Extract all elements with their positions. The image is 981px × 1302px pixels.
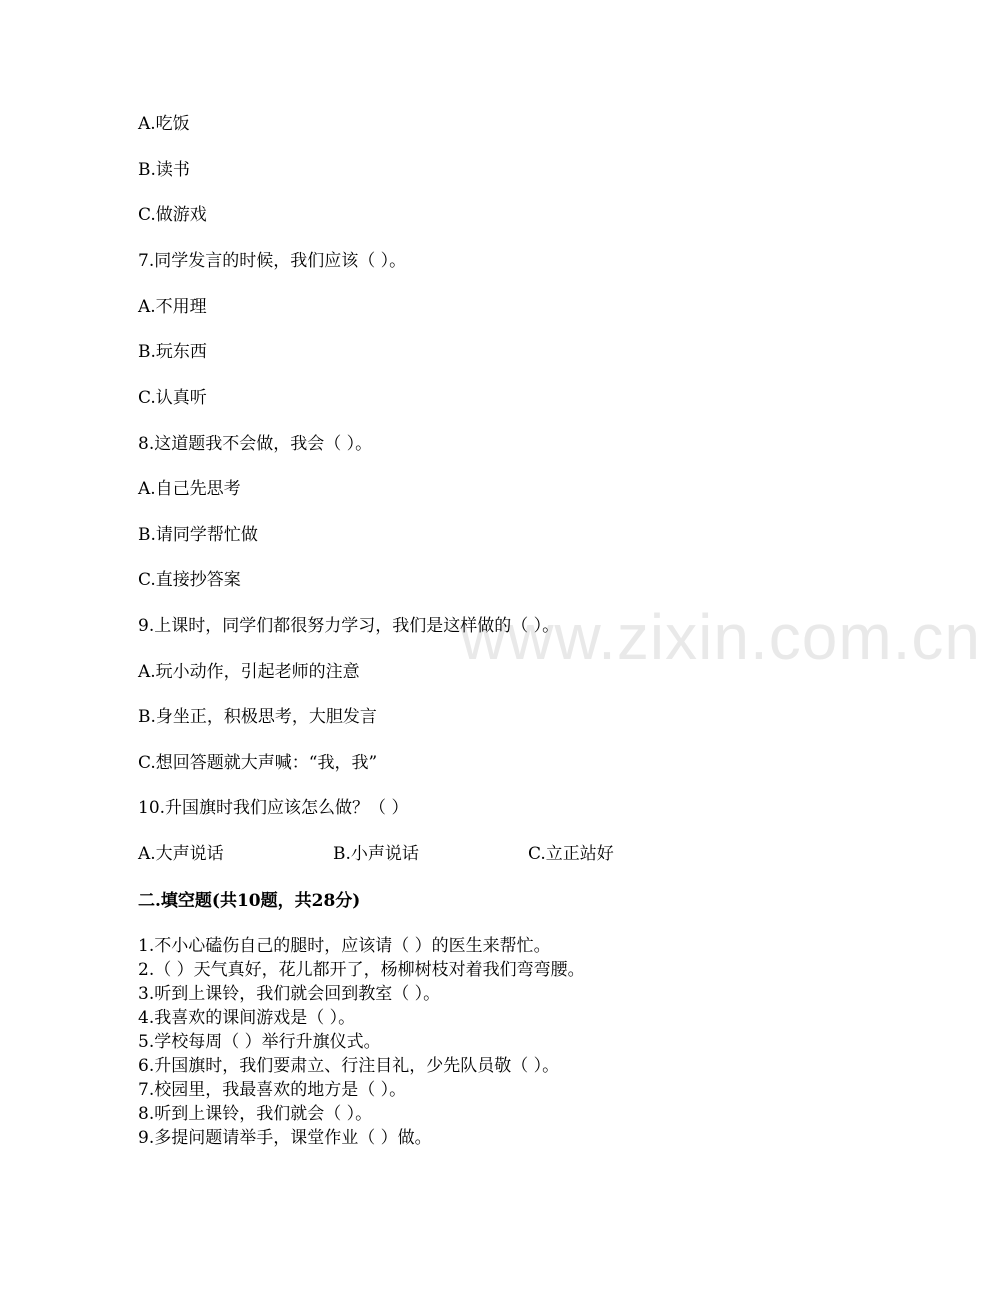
fill-item: 8.听到上课铃，我们就会（ ）。 (138, 1104, 373, 1124)
fill-item: 4.我喜欢的课间游戏是（ ）。 (138, 1008, 356, 1028)
q7-option-b: B.玩东西 (138, 342, 207, 362)
q10-stem: 10.升国旗时我们应该怎么做？（ ） (138, 798, 409, 818)
fill-item: 1.不小心磕伤自己的腿时，应该请（ ）的医生来帮忙。 (138, 936, 551, 956)
watermark: www.zixin.com.cn (460, 601, 981, 673)
fill-item: 5.学校每周（ ）举行升旗仪式。 (138, 1032, 381, 1052)
q8-option-b: B.请同学帮忙做 (138, 525, 258, 545)
q10-option-b: B.小声说话 (333, 844, 419, 864)
q9-option-b: B.身坐正，积极思考，大胆发言 (138, 707, 377, 727)
q9-stem: 9.上课时，同学们都很努力学习，我们是这样做的（ ）。 (138, 616, 560, 636)
q8-stem: 8.这道题我不会做，我会（ ）。 (138, 434, 373, 454)
q7-option-a: A.不用理 (138, 297, 207, 317)
q7-stem: 7.同学发言的时候，我们应该（ ）。 (138, 251, 407, 271)
q7-option-c: C.认真听 (138, 388, 207, 408)
q6-option-c: C.做游戏 (138, 205, 207, 225)
q10-option-c: C.立正站好 (528, 844, 614, 864)
fill-item: 6.升国旗时，我们要肃立、行注目礼，少先队员敬（ ）。 (138, 1056, 560, 1076)
fill-item: 9.多提问题请举手，课堂作业（ ）做。 (138, 1128, 432, 1148)
q10-option-a: A.大声说话 (138, 844, 224, 864)
q6-option-a: A.吃饭 (138, 114, 190, 134)
q8-option-a: A.自己先思考 (138, 479, 241, 499)
fill-item: 7.校园里，我最喜欢的地方是（ ）。 (138, 1080, 407, 1100)
q8-option-c: C.直接抄答案 (138, 570, 241, 590)
q9-option-c: C.想回答题就大声喊：“我，我” (138, 753, 378, 773)
q6-option-b: B.读书 (138, 160, 190, 180)
fill-item: 3.听到上课铃，我们就会回到教室（ ）。 (138, 984, 441, 1004)
fill-item: 2.（ ）天气真好，花儿都开了，杨柳树枝对着我们弯弯腰。 (138, 960, 585, 980)
section-title-fill-in: 二.填空题(共10题，共28分) (138, 891, 361, 911)
q9-option-a: A.玩小动作，引起老师的注意 (138, 662, 360, 682)
